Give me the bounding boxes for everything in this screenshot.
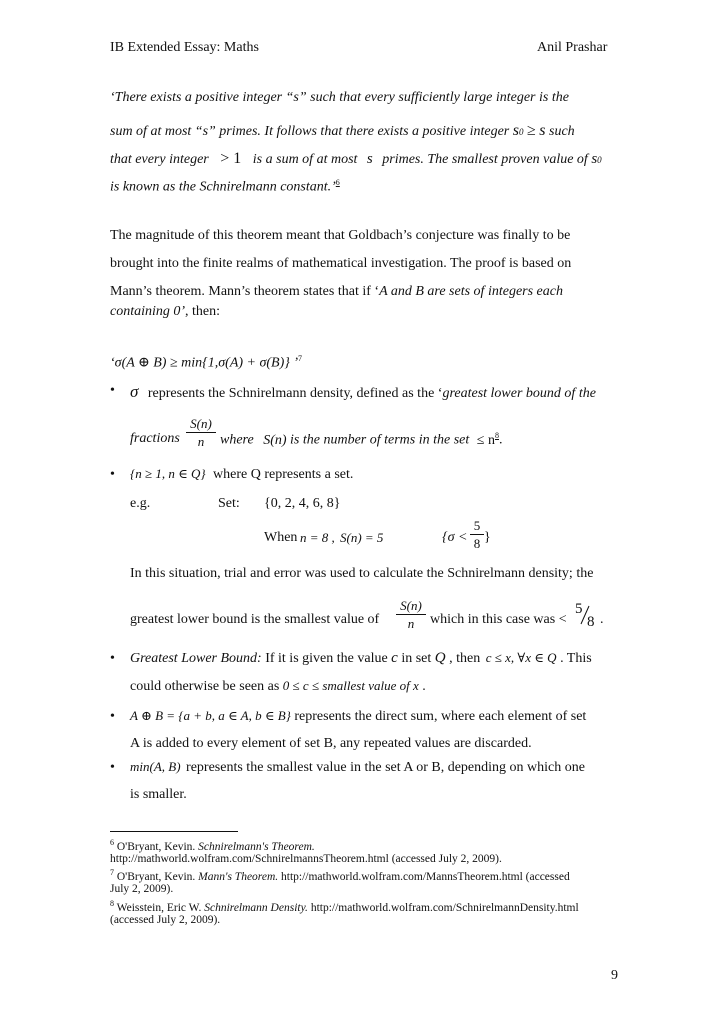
sn-equals-5: S(n) = 5	[340, 530, 384, 545]
math-s0: s0	[512, 122, 524, 139]
para-line-3: Mann’s theorem. Mann’s theorem states that if ‘A and B are sets of integers each	[110, 284, 563, 299]
bullet-3: •	[110, 651, 115, 666]
fractions-label: fractions	[130, 431, 180, 446]
footnote-8-link[interactable]: http://mathworld.wolfram.com/SchnirelmannDensity.html	[310, 901, 579, 914]
header-title: IB Extended Essay: Maths	[110, 40, 259, 55]
sigma-less-than: {σ <	[442, 530, 468, 545]
footnote-7-line-2: July 2, 2009).	[110, 883, 174, 895]
footnote-7-line-1: $^7$ O'Bryant, Kevin. Mann's Theorem. http://mathworld.wolfram.com/MannsTheorem.html (accessed	[110, 868, 570, 883]
sigma-symbol: σ	[130, 382, 139, 401]
footnote-divider	[110, 831, 238, 832]
footnote-8-line-2: (accessed July 2, 2009).	[110, 914, 221, 926]
fraction-5-8: 5 8	[470, 518, 484, 551]
bullet-3-line-2: could otherwise be seen as 0 ≤ c ≤ smallest value of x .	[130, 678, 426, 694]
quote-line-3: that every integer > 1 is a sum of at most s primes. The smallest proven value of s0	[110, 150, 602, 167]
bullet-1-line-1: σ represents the Schnirelmann density, defined as the ‘greatest lower bound of the	[130, 382, 596, 401]
bullet-4: •	[110, 709, 115, 724]
bullet-4-line-1: A ⊕ B = {a + b, a ∈ A, b ∈ B} represents the direct sum, where each element of set	[130, 708, 587, 724]
footnote-ref-8[interactable]: 8	[494, 431, 499, 440]
set-close: }	[484, 530, 491, 545]
quote-line-4: is known as the Schnirelmann constant.’$^6$	[110, 178, 340, 195]
bullet-2: •	[110, 467, 115, 482]
bullet-1: •	[110, 383, 115, 398]
fraction-8-denominator: 8	[587, 614, 595, 630]
n-equals-8: n = 8 ,	[300, 530, 335, 545]
math-s0-2: s0	[591, 151, 602, 167]
explanation-line-2b: which in this case was <	[430, 612, 567, 627]
explanation-period: .	[600, 612, 604, 627]
set-label: Set:	[218, 496, 240, 511]
footnote-8-line-1: $^8$ Weisstein, Eric W. Schnirelmann Density. http://mathworld.wolfram.com/SchnirelmannDensity.html	[110, 899, 579, 914]
para-line-4: containing 0’, then:	[110, 304, 221, 319]
example-label: e.g.	[130, 496, 151, 511]
bullet-2-line-1: {n ≥ 1, n ∈ Q} where Q represents a set.	[130, 466, 354, 482]
fraction-sn-over-n: S(n) n	[186, 416, 216, 449]
footnote-ref-6[interactable]: 6	[335, 178, 340, 187]
footnote-ref-7[interactable]: 7	[298, 354, 303, 363]
fraction-sn-over-n-2: S(n) n	[396, 598, 426, 631]
set-values: {0, 2, 4, 6, 8}	[264, 496, 341, 511]
footnote-6-link[interactable]: http://mathworld.wolfram.com/SchnirelmannsTheorem.html (accessed July 2, 2009).	[110, 853, 502, 865]
quote-line-1: ‘There exists a positive integer “s” such that every sufficiently large integer is the	[110, 90, 569, 105]
header-author: Anil Prashar	[537, 40, 608, 55]
footnote-7-link[interactable]: http://mathworld.wolfram.com/MannsTheorem.html (accessed	[281, 870, 570, 883]
bullet-4-line-2: A is added to every element of set B, any repeated values are discarded.	[130, 736, 532, 751]
bullet-5-line-2: is smaller.	[130, 787, 187, 802]
quote-line-2: sum of at most “s” primes. It follows that there exists a positive integer s0 ≥ s such	[110, 122, 575, 139]
para-line-1: The magnitude of this theorem meant that Goldbach’s conjecture was finally to be	[110, 228, 571, 243]
fraction-5-numerator: 5	[575, 601, 583, 617]
bullet-3-line-1: Greatest Lower Bound: If it is given the value c in set Q , then c ≤ x, ∀x ∈ Q . This	[130, 650, 592, 666]
mann-formula: ‘σ(A ⊕ B) ≥ min{1,σ(A) + σ(B)} ’$^7$	[110, 354, 303, 371]
bullet-1-line-2: where S(n) is the number of terms in the set ≤ $n^8$.	[220, 431, 503, 448]
bullet-5: •	[110, 760, 115, 775]
page-number: 9	[611, 968, 618, 983]
explanation-line-2a: greatest lower bound is the smallest value of	[130, 612, 380, 627]
footnote-6-line-1: $^6$ O'Bryant, Kevin. Schnirelmann's Theorem.	[110, 838, 315, 853]
when-label: When	[264, 530, 298, 545]
bullet-5-line-1: min(A, B) represents the smallest value in the set A or B, depending on which one	[130, 759, 585, 775]
explanation-line-1: In this situation, trial and error was used to calculate the Schnirelmann density; the	[130, 566, 594, 581]
para-line-2: brought into the finite realms of mathematical investigation. The proof is based on	[110, 256, 572, 271]
